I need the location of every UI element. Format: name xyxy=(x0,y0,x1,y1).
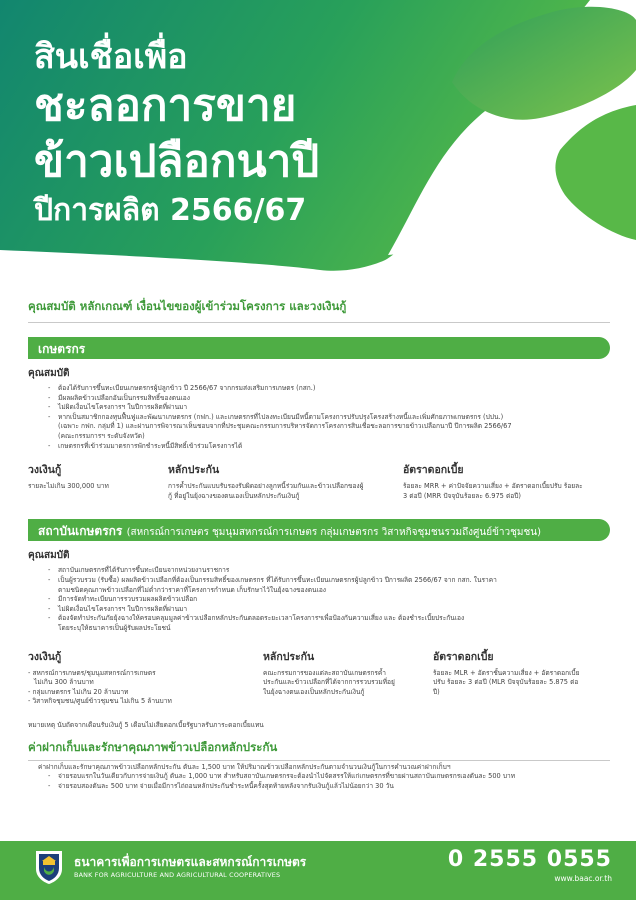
bank-name-english: BANK FOR AGRICULTURE AND AGRICULTURAL COOPERATIVES xyxy=(74,871,281,879)
section-band-farmers-label: เกษตรกร xyxy=(38,342,86,356)
institutions-qualification-item: โดยระบุให้ธนาคารเป็นผู้รับผลประโยชน์ xyxy=(58,623,171,632)
institutions-qualification-item: - ต้องจัดทำประกันภัยยุ้งฉางให้ครอบคลุมมูลค่าข้าวเปลือกหลักประกันตลอดระยะเวลาโครงการฯเพื่อป้องกันความเสี่ยง และ ต้องชำระเบี้ยประกันเอง xyxy=(28,614,610,624)
hero-title-line-4: ปีการผลิต 2566/67 xyxy=(34,193,307,228)
hero-title-line-2: ชะลอการขาย xyxy=(34,80,297,131)
hero-title-line-1: สินเชื่อเพื่อ xyxy=(34,37,188,77)
content-area xyxy=(28,298,610,792)
farmers-collateral-title: หลักประกัน xyxy=(168,464,220,477)
contact-phone[interactable]: 0 2555 0555 xyxy=(447,847,612,872)
farmers-qualification-title: คุณสมบัติ xyxy=(28,368,70,379)
website-link[interactable]: www.baac.or.th xyxy=(554,874,612,883)
institutions-limit xyxy=(28,648,263,707)
farmers-qualification-item: - ไม่ผิดเงื่อนไขโครงการฯ ในปีการผลิตที่ผ่านมา xyxy=(28,403,610,413)
institutions-limit-line: ไม่เกิน 300 ล้านบาท xyxy=(34,678,94,687)
farmers-rate xyxy=(383,461,583,501)
institutions-qualification-item: - เป็นผู้รวบรวม (รับซื้อ) ผลผลิตข้าวเปลือกที่ต้องเป็นกรรมสิทธิ์ของเกษตรกร ที่ได้รับการขึ้นทะเบียนเกษตรกรผู้ปลูกข้าว ปีการผลิต 2566/67 จาก กสก. ในราคา xyxy=(28,576,610,586)
farmers-limit xyxy=(28,461,168,501)
interest-note: หมายเหตุ นับถัดจากเดือนรับเงินกู้ 5 เดือนไม่เสียดอกเบี้ยรัฐบาลรับภาระดอกเบี้ยแทน xyxy=(28,720,264,729)
section-band-institutions xyxy=(28,519,610,541)
institutions-qualification-item: - มีการจัดทำทะเบียนการรวบรวมผลผลิตข้าวเปลือก xyxy=(28,595,610,605)
farmers-qualification-item: - มีผลผลิตข้าวเปลือกอันเป็นกรรมสิทธิ์ของตนเอง xyxy=(28,394,610,404)
farmers-rate-title: อัตราดอกเบี้ย xyxy=(403,464,464,477)
farmers-limit-text: รายละไม่เกิน 300,000 บาท xyxy=(28,482,109,491)
hero-title xyxy=(34,37,320,236)
storage-fee-heading: ค่าฝากเก็บและรักษาคุณภาพข้าวเปลือกหลักประกัน xyxy=(28,739,610,761)
hero-banner xyxy=(0,0,636,290)
institutions-terms xyxy=(28,648,610,707)
farmers-qualification-item: (คณะกรรมการฯ ระดับจังหวัด) xyxy=(58,431,145,440)
farmers-rate-text: ร้อยละ MRR + ค่าปัจจัยความเสี่ยง + อัตราดอกเบี้ยปรับ ร้อยละ 3 ต่อปี (MRR ปัจจุบันร้อยละ 6.975 ต่อปี) xyxy=(403,482,583,500)
institutions-limit-line: - สหกรณ์การเกษตร/ชุมนุมสหกรณ์การเกษตร xyxy=(28,668,156,677)
institutions-limit-title: วงเงินกู้ xyxy=(28,650,62,663)
farmers-collateral xyxy=(168,461,383,501)
institutions-collateral xyxy=(263,648,423,707)
storage-fee-list xyxy=(28,772,610,791)
farmers-qualification-item: (เฉพาะ กฟก. กลุ่มที่ 1) และผ่านการพิจารณาเห็นชอบจากที่ประชุมคณะกรรมการบริหารจัดการโครงการสินเชื่อชะลอการขายข้าวเปลือกนาปี ปีการผลิต 2566/67 xyxy=(58,422,512,431)
institutions-qualification-item: - ไม่ผิดเงื่อนไขโครงการฯ ในปีการผลิตที่ผ่านมา xyxy=(28,605,610,615)
main-heading: คุณสมบัติ หลักเกณฑ์ เงื่อนไขของผู้เข้าร่วมโครงการ และวงเงินกู้ xyxy=(28,298,610,323)
institutions-rate-text: ร้อยละ MLR + อัตราชั้นความเสี่ยง + อัตราดอกเบี้ยปรับ ร้อยละ 3 ต่อปี (MLR ปัจจุบันร้อยละ 5.875 ต่อปี) xyxy=(433,668,580,696)
section-band-institutions-label: สถาบันเกษตรกร xyxy=(38,524,123,539)
farmers-terms xyxy=(28,461,610,501)
institutions-qualification-item: - สถาบันเกษตรกรที่ได้รับการขึ้นทะเบียนจากหน่วยงานราชการ xyxy=(28,566,610,576)
institutions-limit-line: - วิสาหกิจชุมชน/ศูนย์ข้าวชุมชน ไม่เกิน 5 ล้านบาท xyxy=(28,697,172,706)
institutions-qualification-list xyxy=(28,566,610,633)
farmers-collateral-text: การค้ำประกันแบบรับรองรับผิดอย่างลูกหนี้ร่วมกันและข้าวเปลือกของผู้กู้ ที่อยู่ในยุ้งฉางของตนเองเป็นหลักประกันเงินกู้ xyxy=(168,482,364,500)
institutions-qualification-item: ตามชนิดคุณภาพข้าวเปลือกที่ไม่ต่ำกว่าราคาที่โครงการกำหนด เก็บรักษาไว้ในยุ้งฉางของตนเอง xyxy=(58,585,327,594)
section-band-farmers xyxy=(28,337,610,359)
institutions-rate xyxy=(423,648,598,707)
hero-title-line-3: ข้าวเปลือกนาปี xyxy=(34,136,320,187)
institutions-collateral-title: หลักประกัน xyxy=(263,650,315,663)
institutions-limit-line: - กลุ่มเกษตรกร ไม่เกิน 20 ล้านบาท xyxy=(28,687,129,696)
farmers-qualification-item: - หากเป็นสมาชิกกองทุนฟื้นฟูและพัฒนาเกษตรกร (กฟก.) และเกษตรกรที่ไปลงทะเบียนมีหนี้ตามโครงการปรับปรุงโครงสร้างหนี้และเพิ่มศักยภาพเกษตรกร (ปปน.) xyxy=(28,413,610,423)
institutions-qualification-title: คุณสมบัติ xyxy=(28,550,70,562)
farmers-qualification-item: - เกษตรกรที่เข้าร่วมมาตรการพักชำระหนี้มีสิทธิ์เข้าร่วมโครงการได้ xyxy=(28,442,610,452)
farmers-qualification-item: - ต้องได้รับการขึ้นทะเบียนเกษตรกรผู้ปลูกข้าว ปี 2566/67 จากกรมส่งเสริมการเกษตร (กสก.) xyxy=(28,384,610,394)
storage-fee-item: - จ่ายรอบแรกในวันเดียวกับการจ่ายเงินกู้ ตันละ 1,000 บาท สำหรับสถาบันเกษตรกรจะต้องนำไปจัดสรรให้แก่เกษตรกรที่ขายผ่านสถาบันเกษตรกรเองตันละ 500 บาท xyxy=(28,772,610,782)
farmers-qualification-list xyxy=(28,384,610,451)
institutions-rate-title: อัตราดอกเบี้ย xyxy=(433,650,494,663)
institutions-collateral-text: คณะกรรมการของแต่ละสถาบันเกษตรกรค้ำประกันและข้าวเปลือกที่ได้จากการรวบรวมที่อยู่ในยุ้งฉางตนเองเป็นหลักประกันเงินกู้ xyxy=(263,668,395,696)
section-band-institutions-sub: (สหกรณ์การเกษตร ชุมนุมสหกรณ์การเกษตร กลุ่มเกษตรกร วิสาหกิจชุมชนรวมถึงศูนย์ข้าวชุมชน) xyxy=(126,527,542,539)
baac-logo-icon xyxy=(34,849,64,885)
bank-name-thai: ธนาคารเพื่อการเกษตรและสหกรณ์การเกษตร xyxy=(74,855,307,869)
storage-fee-item: - จ่ายรอบสองตันละ 500 บาท จ่ายเมื่อมีการไถ่ถอนหลักประกันชำระหนี้ครั้งสุดท้ายหลังจากรับเงินกู้แล้วไม่น้อยกว่า 30 วัน xyxy=(28,782,610,792)
farmers-limit-title: วงเงินกู้ xyxy=(28,464,62,477)
storage-fee-intro: ค่าฝากเก็บและรักษาคุณภาพข้าวเปลือกหลักประกัน ตันละ 1,500 บาท ให้ปริมาณข้าวเปลือกหลักประกันตามจำนวนเงินกู้ในการคำนวณค่าฝากเก็บฯ xyxy=(38,762,451,771)
footer-bar xyxy=(0,841,636,900)
